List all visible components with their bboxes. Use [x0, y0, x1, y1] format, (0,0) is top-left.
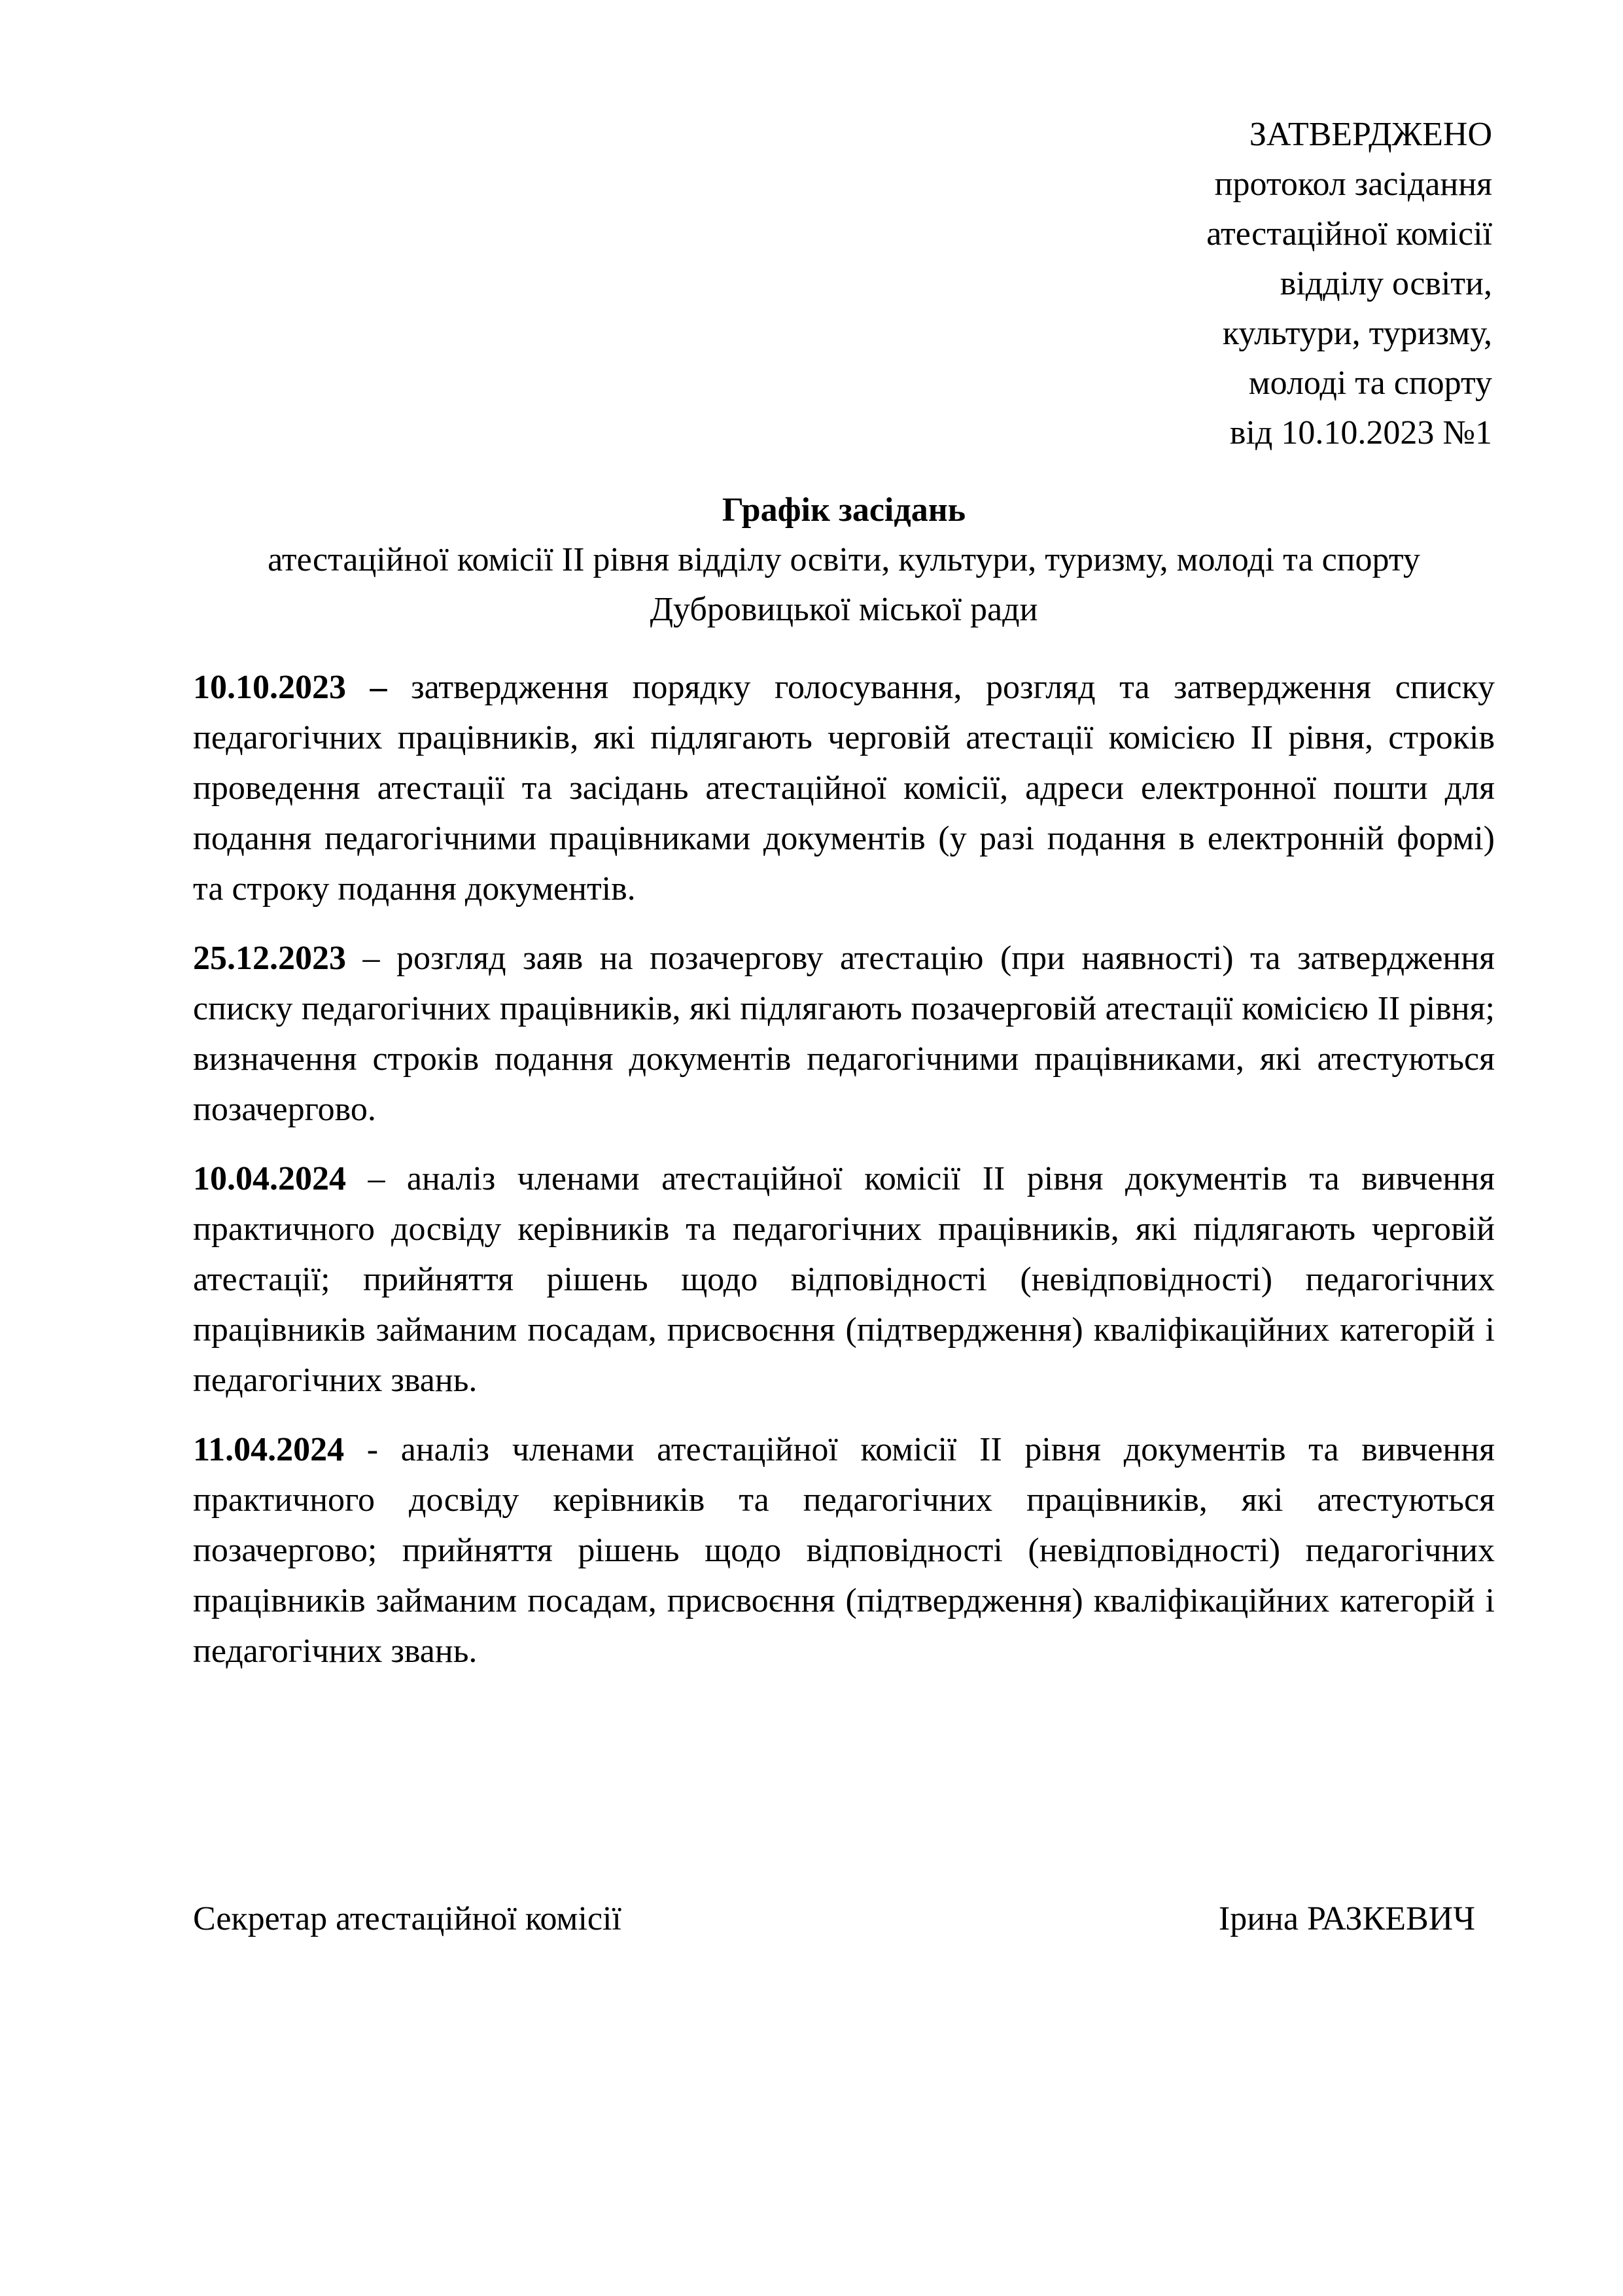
signature-block: [193, 1894, 1475, 1944]
schedule-entry: [193, 933, 1495, 1135]
entry-date: 10.10.2023 –: [193, 669, 387, 706]
entry-date: 25.12.2023: [193, 940, 346, 977]
signatory-role: Секретар атестаційної комісії: [193, 1900, 621, 1937]
approval-line: протокол засідання: [1214, 166, 1492, 203]
approval-protocol-date: від 10.10.2023 №1: [1229, 414, 1492, 451]
approval-line: культури, туризму,: [1222, 315, 1492, 352]
document-title: Графік засідань: [722, 491, 966, 529]
approval-heading: ЗАТВЕРДЖЕНО: [1249, 116, 1492, 153]
approval-line: відділу освіти,: [1280, 265, 1492, 302]
signatory-name: Ірина РАЗКЕВИЧ: [1218, 1900, 1475, 1937]
entry-description: затвердження порядку голосування, розгляд та затвердження списку педагогічних працівників, які підлягають черговій атестації комісією ІІ рівня, строків проведення атестації та засідань атестаційної комісії, адреси електронної пошти для подання педагогічними працівниками документів (у разі подання в електронній формі) та строку подання документів.: [193, 669, 1495, 908]
entry-date: 11.04.2024: [193, 1431, 345, 1468]
entry-date: 10.04.2024: [193, 1160, 346, 1197]
schedule-list: [193, 662, 1495, 1695]
entry-description: - аналіз членами атестаційної комісії ІІ рівня документів та вивчення практичного досвіду керівників та педагогічних працівників, які атестуються позачергово; прийняття рішень щодо відповідності (невідповідності) педагогічних працівників займаним посадам, присвоєння (підтвердження) кваліфікаційних категорій і педагогічних звань.: [193, 1431, 1495, 1670]
entry-description: – розгляд заяв на позачергову атестацію (при наявності) та затвердження списку педагогічних працівників, які підлягають позачерговій атестації комісією ІІ рівня; визначення строків подання документів педагогічними працівниками, які атестуються позачергово.: [193, 940, 1495, 1128]
document-subtitle: Дубровицької міської ради: [650, 591, 1038, 628]
approval-line: молоді та спорту: [1248, 364, 1492, 402]
document-title-block: [193, 486, 1495, 635]
schedule-entry: [193, 662, 1495, 914]
approval-stamp-block: [1206, 110, 1492, 458]
entry-description: – аналіз членами атестаційної комісії ІІ рівня документів та вивчення практичного досвіду керівників та педагогічних працівників, які підлягають черговій атестації; прийняття рішень щодо відповідності (невідповідності) педагогічних працівників займаним посадам, присвоєння (підтвердження) кваліфікаційних категорій і педагогічних звань.: [193, 1160, 1495, 1399]
schedule-entry: [193, 1424, 1495, 1676]
document-subtitle: атестаційної комісії ІІ рівня відділу освіти, культури, туризму, молоді та спорту: [268, 541, 1420, 578]
approval-line: атестаційної комісії: [1206, 215, 1492, 253]
schedule-entry: [193, 1154, 1495, 1405]
